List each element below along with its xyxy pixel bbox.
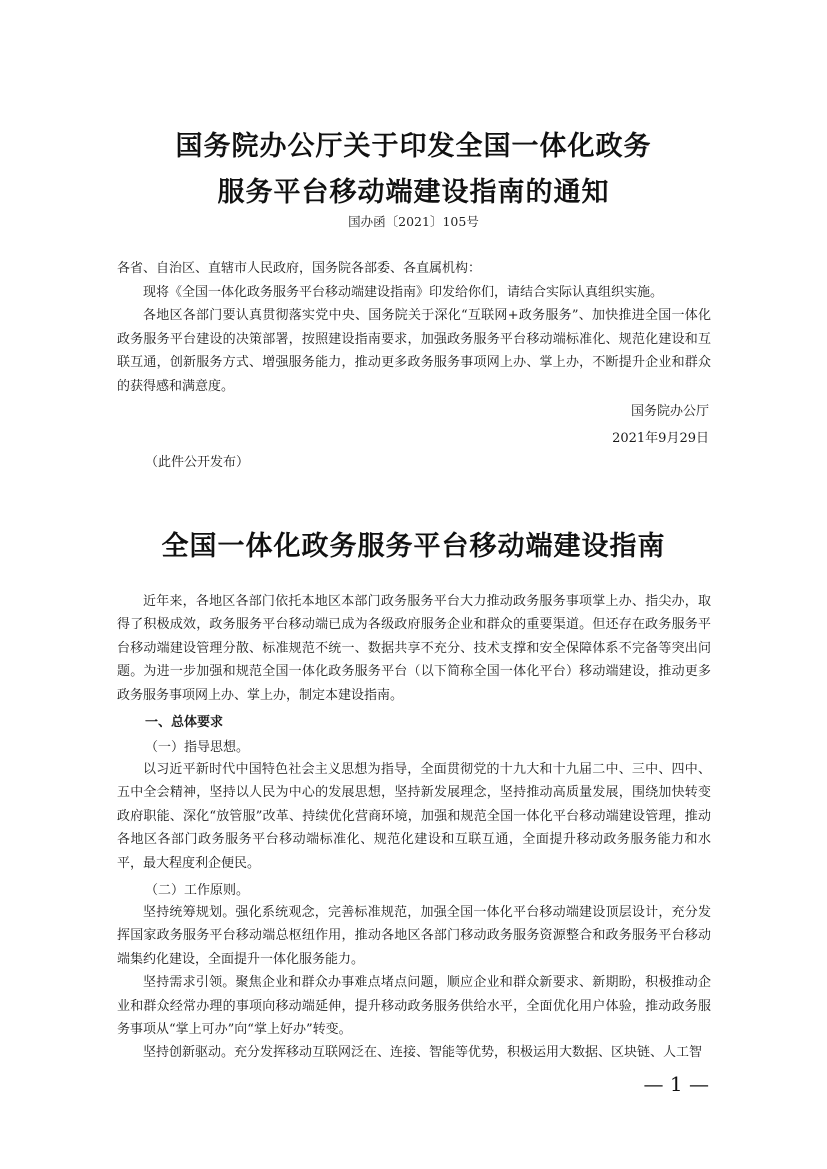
subsection-1-heading: （一）指导思想。: [145, 740, 250, 755]
publish-note: （此件公开发布）: [145, 455, 250, 470]
notice-title-line1: 国务院办公厅关于印发全国一体化政务: [175, 131, 652, 162]
issue-date: 2021年9月29日: [612, 431, 709, 446]
guide-title: 全国一体化政务服务平台移动端建设指南: [161, 531, 666, 562]
section-1-heading: 一、总体要求: [145, 715, 224, 730]
notice-title-line2: 服务平台移动端建设指南的通知: [217, 177, 610, 208]
guiding-ideology-paragraph: 以习近平新时代中国特色社会主义思想为指导，全面贯彻党的十九大和十九届二中、三中、四中、五中全会精神，坚持以人民为中心的发展思想，坚持新发展理念，坚持推动高质量发展，围绕加快转变政府职能、深化“放管服”改革、持续优化营商环境，加强和规范全国一体化平台移动端建设管理，推动各地区各部门政务服务平台移动端标准化、规范化建设和互联互通，全面提升移动政务服务能力和水平，最大程度利企便民。: [117, 762, 711, 871]
subsection-2-body: [117, 901, 711, 1065]
principle-innovation-paragraph: 坚持创新驱动。充分发挥移动互联网泛在、连接、智能等优势，积极运用大数据、区块链、人工智: [143, 1045, 703, 1061]
subsection-1-body: [117, 758, 711, 875]
guide-intro: [117, 590, 711, 707]
subsection-2-heading: （二）工作原则。: [145, 883, 250, 898]
notice-body-paragraph-2: 各地区各部门要认真贯彻落实党中央、国务院关于深化“互联网+政务服务”、加快推进全国一体化政务服务平台建设的决策部署，按照建设指南要求，加强政务服务平台移动端标准化、规范化建设和互联互通，创新服务方式、增强服务能力，推动更多政务服务事项网上办、掌上办，不断提升企业和群众的获得感和满意度。: [117, 308, 711, 394]
page-number: — 1 —: [643, 1072, 709, 1096]
signer: 国务院办公厅: [630, 404, 709, 419]
document-number: 国办函〔2021〕105号: [348, 214, 479, 229]
guide-intro-paragraph: 近年来，各地区各部门依托本地区本部门政务服务平台大力推动政务服务事项掌上办、指尖办，取得了积极成效，政务服务平台移动端已成为各级政府服务企业和群众的重要渠道。但还存在政务服务平台移动端建设管理分散、标准规范不统一、数据共享不充分、技术支撑和安全保障体系不完备等突出问题。为进一步加强和规范全国一体化政务服务平台（以下简称全国一体化平台）移动端建设，推动更多政务服务事项网上办、掌上办，制定本建设指南。: [117, 594, 711, 703]
principle-demand-paragraph: 坚持需求引领。聚焦企业和群众办事难点堵点问题，顺应企业和群众新要求、新期盼，积极推动企业和群众经常办理的事项向移动端延伸，提升移动政务服务供给水平，全面优化用户体验，推动政务服务事项从“掌上可办”向“掌上好办”转变。: [117, 975, 711, 1038]
principle-planning-paragraph: 坚持统筹规划。强化系统观念，完善标准规范，加强全国一体化平台移动端建设顶层设计，充分发挥国家政务服务平台移动端总枢纽作用，推动各地区各部门移动政务服务资源整合和政务服务平台移动端集约化建设，全面提升一体化服务能力。: [117, 905, 711, 967]
salutation: 各省、自治区、直辖市人民政府，国务院各部委、各直属机构：: [117, 261, 482, 276]
notice-body: [117, 281, 711, 398]
notice-body-paragraph-1: 现将《全国一体化政务服务平台移动端建设指南》印发给你们，请结合实际认真组织实施。: [143, 285, 664, 300]
